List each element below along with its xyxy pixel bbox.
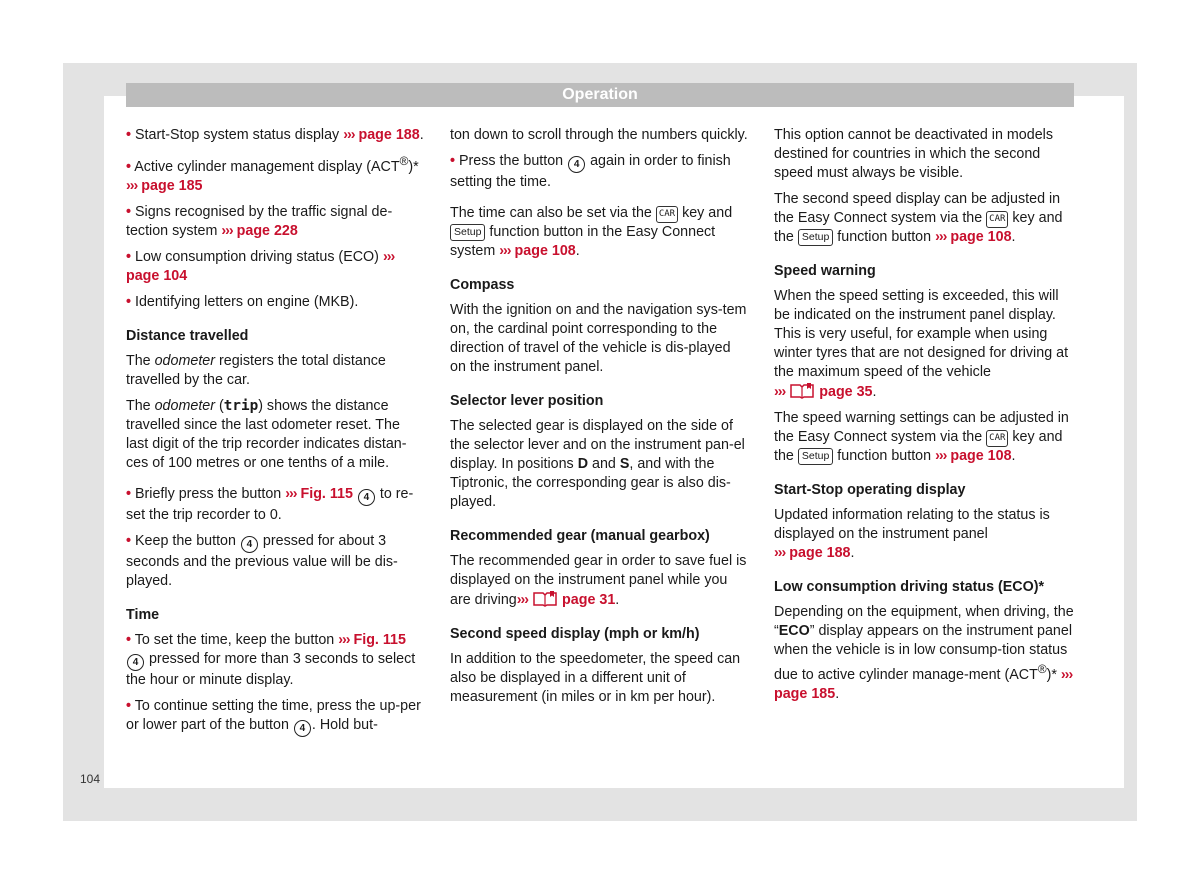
page-number: 104 [80,772,101,786]
figure-reference-link[interactable]: Fig. 115 [353,631,406,648]
section-heading: Recommended gear (manual gearbox) [450,528,710,544]
paragraph: ton down to scroll through the numbers quickly. [450,127,748,143]
page-reference-link[interactable]: page 108 [514,243,576,259]
car-key-icon: CAR [986,211,1008,228]
page-reference-link[interactable]: page 188 [358,127,420,143]
section-heading: Start-Stop operating display [774,482,966,498]
list-item: • Signs recognised by the traffic signal de-tection system ››› page 228 [126,203,393,239]
column-1 [126,126,426,744]
list-item: • Identifying letters on engine (MKB). [126,293,359,310]
list-item: • Keep the button 4 pressed for about 3 seconds and the previous value will be dis-played. [126,532,398,589]
list-item: • Active cylinder management display (ACT®)* ››› page 185 [126,154,419,194]
reference-arrow-icon: ››› [285,485,297,502]
circled-4-icon: 4 [294,720,311,737]
circled-4-icon: 4 [241,536,258,553]
paragraph: This option cannot be deactivated in models destined for countries in which the second speed must always be visible. [774,127,1053,181]
section-heading: Time [126,606,160,623]
column-3 [774,126,1074,711]
list-item: • To set the time, keep the button ››› Fig. 115 4 pressed for more than 3 seconds to select the hour or minute display. [126,631,416,688]
section-heading: Low consumption driving status (ECO)* [774,579,1045,595]
paragraph: With the ignition on and the navigation sys-tem on, the cardinal point corresponding to the direction of travel of the vehicle is dis-played on the instrument panel. [450,302,747,375]
list-item: • Briefly press the button ››› Fig. 115 4 to re-set the trip recorder to 0. [126,485,414,523]
reference-arrow-icon: ››› [774,545,786,561]
list-item: • Start-Stop system status display ››› page 188. [126,127,424,143]
car-key-icon: CAR [656,206,678,223]
page-reference-link[interactable]: page 35 [819,384,873,400]
setup-key-icon: Setup [450,224,485,241]
car-key-icon: CAR [986,430,1008,447]
bullet-icon: • [126,248,132,265]
section-heading: Second speed display (mph or km/h) [450,626,700,642]
section-heading: Distance travelled [126,327,249,344]
paragraph: When the speed setting is exceeded, this will be indicated on the instrument panel display. This is very useful, for example when using winter tyres that are not designed for driving at the maximum speed of the vehicle ››› page 35. [774,288,1069,400]
paragraph: The time can also be set via the CAR key and Setup function button in the Easy Connect system ››› page 108. [450,205,733,259]
circled-4-icon: 4 [568,156,585,173]
section-heading: Speed warning [774,263,876,279]
paragraph: The recommended gear in order to save fuel is displayed on the instrument panel while you are driving››› page 31. [450,553,747,608]
page-reference-link[interactable]: page 108 [950,229,1012,245]
reference-arrow-icon: ››› [1060,666,1073,683]
bullet-icon: • [126,127,132,143]
reference-arrow-icon: ››› [221,222,233,239]
paragraph: The odometer registers the total distance travelled by the car. [126,352,386,388]
bullet-icon: • [126,203,132,220]
list-item: • Low consumption driving status (ECO) ››› page 104 [126,248,395,284]
list-item: • To continue setting the time, press the up-per or lower part of the button 4 . Hold but- [126,697,426,737]
reference-arrow-icon: ››› [499,243,511,259]
page-reference-link[interactable]: page 228 [236,222,298,239]
column-2 [450,126,750,714]
book-icon [789,382,815,399]
reference-arrow-icon: ››› [126,177,138,194]
page-reference-link[interactable]: page 108 [950,448,1012,464]
reference-arrow-icon: ››› [935,229,947,245]
circled-4-icon: 4 [127,654,144,671]
page-reference-link[interactable]: page 31 [562,592,616,608]
bullet-icon: • [450,153,456,169]
reference-arrow-icon: ››› [516,592,529,608]
paragraph: The second speed display can be adjusted in the Easy Connect system via the CAR key and the Setup function button ››› page 108. [774,191,1063,245]
page-reference-link[interactable]: page 185 [141,177,203,194]
page-reference-link[interactable]: page 185 [774,685,836,702]
paragraph: Depending on the equipment, when driving, the “ECO” display appears on the instrument panel when the vehicle is in low consump-tion status due to active cylinder manage-ment (ACT®)* ››› page 185. [774,604,1074,702]
paragraph: Updated information relating to the status is displayed on the instrument panel ››› page 188. [774,507,1050,561]
paragraph: In addition to the speedometer, the speed can also be displayed in a different unit of measurement (in miles or in km per hour). [450,651,741,705]
bullet-icon: • [126,532,132,549]
bullet-icon: • [126,485,132,502]
figure-reference-link[interactable]: Fig. 115 [300,485,353,502]
reference-arrow-icon: ››› [935,448,947,464]
paragraph: The selected gear is displayed on the side of the selector lever and on the instrument pan-el display. In positions D and S, and with the Tiptronic, the corresponding gear is also dis-played. [450,418,745,510]
bullet-icon: • [126,697,132,714]
reference-arrow-icon: ››› [382,248,395,265]
setup-key-icon: Setup [798,229,833,246]
bullet-icon: • [126,293,132,310]
paragraph: The speed warning settings can be adjusted in the Easy Connect system via the CAR key and the Setup function button ››› page 108. [774,410,1069,464]
setup-key-icon: Setup [798,448,833,465]
page-reference-link[interactable]: page 188 [789,545,851,561]
reference-arrow-icon: ››› [343,127,355,143]
reference-arrow-icon: ››› [338,631,350,648]
list-item: • Press the button 4 again in order to finish setting the time. [450,153,731,190]
bullet-icon: • [126,631,132,648]
paragraph: The odometer (trip) shows the distance travelled since the last odometer reset. The last digit of the trip recorder indicates distan-ces of 100 metres or one tenths of a mile. [126,397,407,471]
bullet-icon: • [126,158,132,175]
section-heading: Compass [450,277,515,293]
circled-4-icon: 4 [358,489,375,506]
page-reference-link[interactable]: page 104 [126,267,188,284]
section-heading: Selector lever position [450,393,604,409]
book-icon [532,590,558,607]
reference-arrow-icon: ››› [774,384,786,400]
section-header: Operation [126,83,1074,107]
